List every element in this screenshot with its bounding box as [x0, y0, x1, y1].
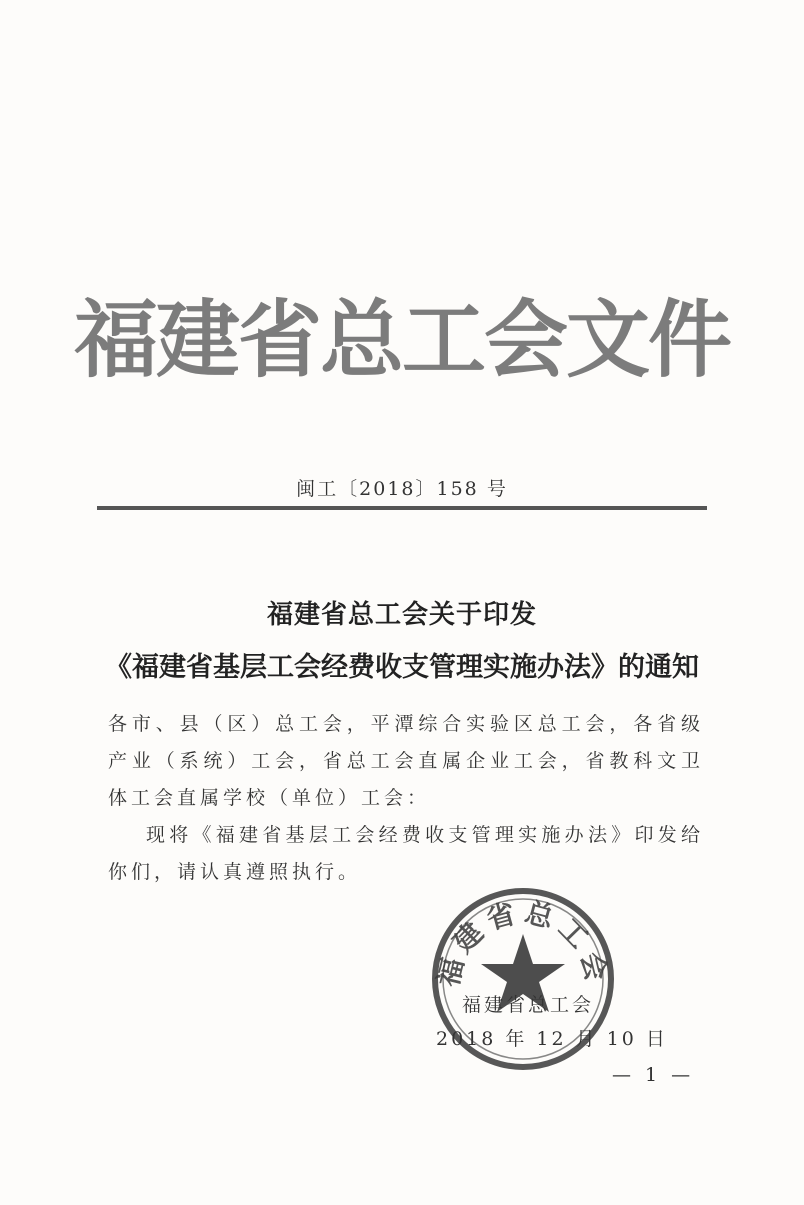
document-number: 闽工〔2018〕158 号: [296, 478, 508, 500]
svg-text:福建省总工会: 福建省总工会: [431, 895, 615, 990]
notice-body: [108, 706, 704, 891]
notice-title-line2: 《福建省基层工会经费收支管理实施办法》的通知: [105, 652, 699, 683]
header-divider: [97, 506, 707, 510]
signature-date: 2018 年 12 月 10 日: [436, 1028, 668, 1050]
masthead-title: 福建省总工会文件: [73, 291, 730, 389]
addressee-paragraph: 各市、县（区）总工会，平潭综合实验区总工会，各省级产业（系统）工会，省总工会直属企业工会，省教科文卫体工会直属学校（单位）工会：: [108, 713, 704, 809]
signature-organization: 福建省总工会: [462, 994, 595, 1016]
body-paragraph: 现将《福建省基层工会经费收支管理实施办法》印发给你们，请认真遵照执行。: [108, 824, 704, 883]
notice-title-line1: 福建省总工会关于印发: [266, 600, 537, 630]
page-number: — 1 —: [612, 1064, 695, 1086]
